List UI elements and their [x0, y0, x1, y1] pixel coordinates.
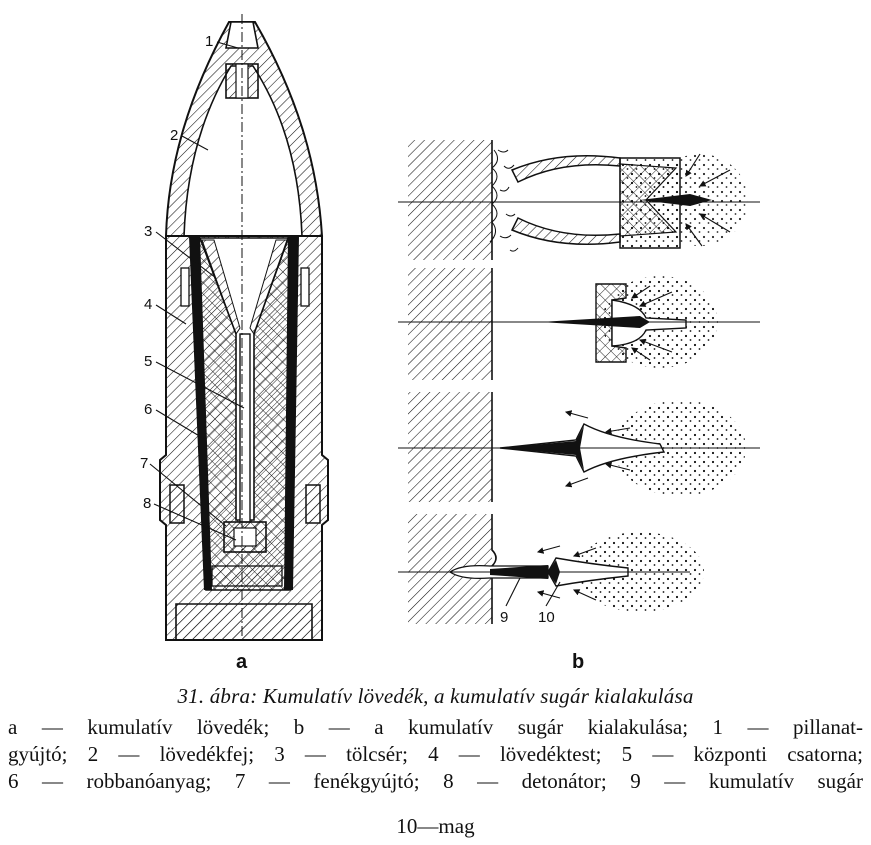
legend-line-3: 6 — robbanóanyag; 7 — fenékgyújtó; 8 — detonátor; 9 — kumulatív sugár — [8, 769, 863, 793]
callout-numbers-b — [500, 609, 555, 626]
callout-5: 5 — [144, 353, 153, 370]
callout-leaders-b — [506, 578, 560, 606]
callout-7: 7 — [140, 455, 149, 472]
legend-line-4: 10—mag — [396, 814, 475, 838]
armor-plate-stage-2 — [408, 268, 492, 380]
armor-plate-stage-3 — [408, 392, 492, 502]
callout-8: 8 — [143, 495, 152, 512]
legend-line-2: gyújtó; 2 — lövedékfej; 3 — tölcsér; 4 — lövedéktest; 5 — központi csatorna; — [8, 742, 863, 766]
projectile-cross-section — [160, 14, 328, 640]
panel-label-b: b — [572, 651, 585, 673]
callout-10: 10 — [538, 609, 555, 626]
callout-4: 4 — [144, 296, 153, 313]
callout-9: 9 — [500, 609, 509, 626]
callout-6: 6 — [144, 401, 153, 418]
callout-3: 3 — [144, 223, 153, 240]
figure-legend — [8, 714, 863, 795]
jet-formation-stages — [398, 140, 760, 624]
figure-title: 31. ábra: Kumulatív lövedék, a kumulatív sugár kialakulása — [177, 684, 694, 708]
panel-label-a: a — [236, 651, 248, 673]
callout-2: 2 — [170, 127, 179, 144]
callout-1: 1 — [205, 33, 214, 50]
legend-line-1: a — kumulatív lövedék; b — a kumulatív sugár kialakulása; 1 — pillanat- — [8, 715, 863, 739]
stage-1-impact — [490, 150, 748, 251]
armor-plate-stage-1 — [408, 140, 492, 260]
